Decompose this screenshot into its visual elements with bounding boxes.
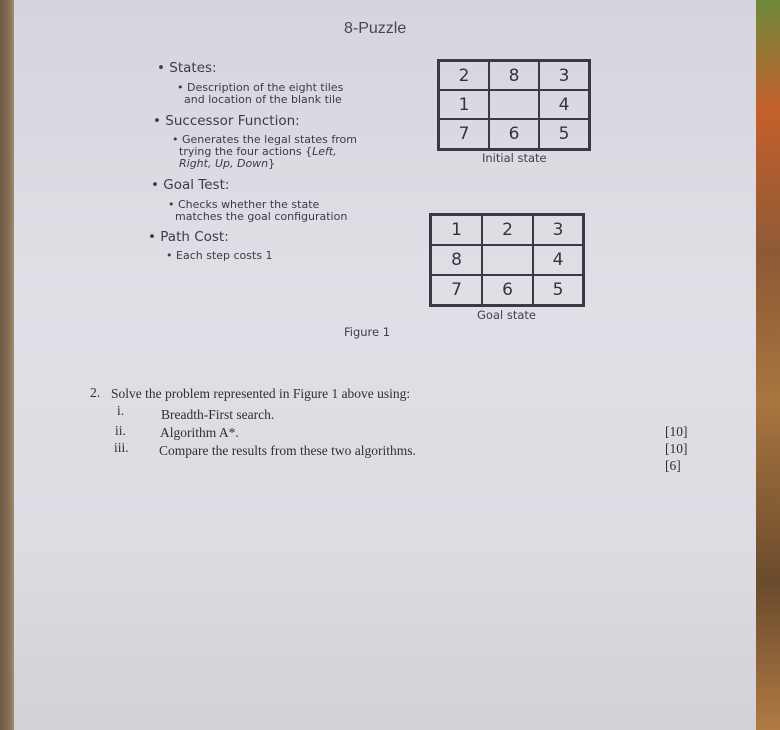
goal-state-cell: 1: [431, 215, 482, 245]
initial-state-caption: Initial state: [482, 151, 547, 165]
question-number: 2.: [90, 385, 101, 400]
goal-state-cell: 5: [533, 275, 583, 305]
bullet-goal-test-label: Goal Test:: [163, 177, 230, 193]
question-item-roman-2: ii.: [115, 423, 126, 438]
question-item-roman-1: i.: [117, 403, 125, 418]
exam-paper: [14, 0, 756, 730]
states-desc-line1: Description of the eight tiles: [187, 81, 344, 94]
goal-state-cell: 8: [431, 245, 482, 275]
goal-state-caption: Goal state: [477, 308, 536, 322]
bullet-path-cost: • Path Cost:: [148, 229, 229, 245]
initial-state-cell: 8: [489, 61, 539, 90]
initial-state-cell: 3: [539, 61, 589, 90]
initial-state-cell: 7: [439, 119, 489, 149]
goal-desc-line2: matches the goal configuration: [175, 210, 348, 223]
bullet-states-label: States:: [169, 60, 217, 76]
goal-desc-line1: Checks whether the state: [178, 198, 320, 211]
page-title: 8-Puzzle: [344, 20, 407, 37]
initial-state-blank-cell: [489, 90, 539, 119]
bullet-successor: • Successor Function:: [153, 113, 300, 129]
states-desc-line2: and location of the blank tile: [184, 93, 342, 106]
goal-state-grid: [429, 213, 585, 307]
initial-state-cell: 4: [539, 90, 589, 119]
bullet-states-desc: • Description of the eight tiles and location of the blank tile: [177, 81, 344, 106]
successor-desc-italic2: Right, Up, Down: [179, 157, 269, 170]
bullet-goal-test: • Goal Test:: [151, 177, 230, 193]
successor-desc-line2: trying the four actions {: [179, 145, 313, 158]
initial-state-grid: [437, 59, 591, 151]
question-marks-3: [6]: [665, 458, 681, 473]
initial-state-cell: 1: [439, 90, 489, 119]
goal-state-cell: 7: [431, 275, 482, 305]
question-marks-1: [10]: [665, 424, 688, 439]
goal-state-cell: 2: [482, 215, 533, 245]
question-text: Solve the problem represented in Figure 1 above using:: [111, 386, 411, 401]
question-item-roman-3: iii.: [114, 440, 129, 455]
bullet-successor-desc: • Generates the legal states from trying the four actions {Left, Right, Up, Down}: [172, 133, 357, 170]
background-edge: [756, 0, 780, 730]
initial-state-cell: 2: [439, 61, 489, 90]
initial-state-cell: 5: [539, 119, 589, 149]
initial-state-cell: 6: [489, 119, 539, 149]
path-desc-line: Each step costs 1: [176, 249, 273, 262]
question-marks-2: [10]: [665, 441, 688, 456]
bullet-goal-desc: • Checks whether the state matches the goal configuration: [168, 198, 348, 223]
bullet-states: • States:: [157, 60, 217, 76]
goal-state-cell: 6: [482, 275, 533, 305]
figure-caption: Figure 1: [344, 325, 391, 339]
goal-state-cell: 4: [533, 245, 583, 275]
bullet-path-desc: • Each step costs 1: [166, 249, 273, 262]
question-item-text-1: Breadth-First search.: [161, 407, 275, 422]
bullet-successor-label: Successor Function:: [165, 113, 300, 129]
goal-state-blank-cell: [482, 245, 533, 275]
successor-desc-end: }: [268, 157, 276, 170]
successor-desc-line1: Generates the legal states from: [182, 133, 357, 146]
question-item-text-3: Compare the results from these two algorithms.: [159, 443, 416, 458]
goal-state-cell: 3: [533, 215, 583, 245]
bullet-path-cost-label: Path Cost:: [160, 229, 229, 245]
question-item-text-2: Algorithm A*.: [160, 425, 239, 440]
successor-desc-italic1: Left,: [312, 145, 337, 158]
